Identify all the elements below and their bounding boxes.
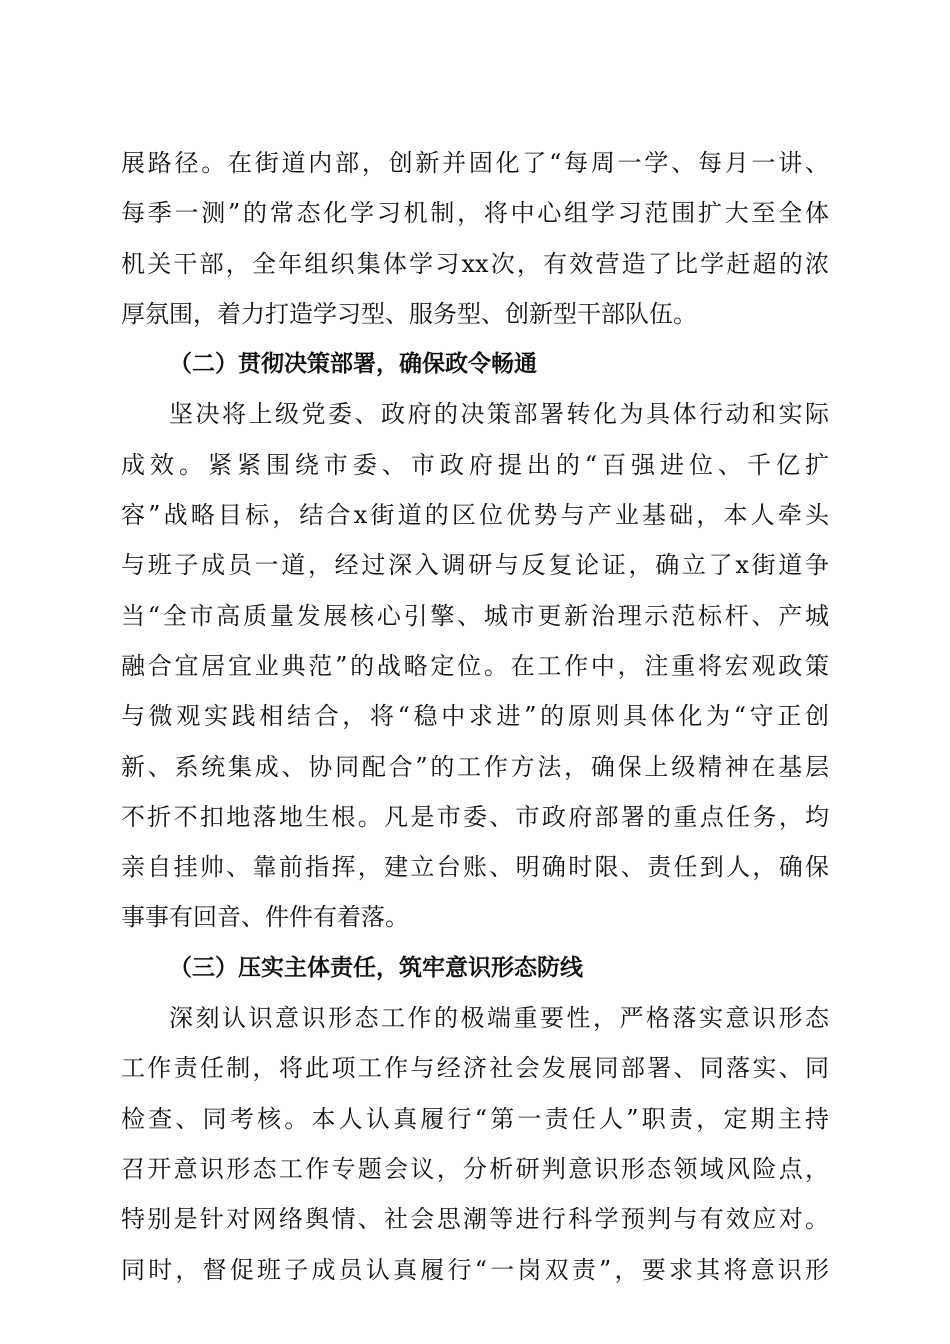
paragraph-line: 特别是针对网络舆情、社会思潮等进行科学预判与有效应对。 [121, 1205, 829, 1234]
paragraph-line: 深刻认识意识形态工作的极端重要性，严格落实意识形态 [169, 1004, 829, 1033]
paragraph-line: 同时，督促班子成员认真履行“一岗双责”，要求其将意识形 [121, 1255, 829, 1284]
paragraph-line: 机关干部，全年组织集体学习xx次，有效营造了比学赶超的浓 [121, 249, 829, 278]
paragraph-line: 容”战略目标，结合x街道的区位优势与产业基础，本人牵头 [121, 501, 829, 530]
paragraph-line: 工作责任制，将此项工作与经济社会发展同部署、同落实、同 [121, 1054, 829, 1083]
section-heading: （三）压实主体责任，筑牢意识形态防线 [169, 953, 583, 981]
section-heading: （二）贯彻决策部署，确保政令畅通 [169, 350, 537, 378]
paragraph-line: 厚氛围，着力打造学习型、服务型、创新型干部队伍。 [121, 299, 697, 328]
paragraph-line: 融合宜居宜业典范”的战略定位。在工作中，注重将宏观政策 [121, 651, 829, 680]
paragraph-line: 每季一测”的常态化学习机制，将中心组学习范围扩大至全体 [121, 199, 829, 228]
paragraph-line: 事事有回音、件件有着落。 [121, 903, 409, 932]
paragraph-line: 与微观实践相结合，将“稳中求进”的原则具体化为“守正创 [121, 702, 829, 731]
paragraph-line: 与班子成员一道，经过深入调研与反复论证，确立了x街道争 [121, 551, 829, 580]
paragraph-line: 新、系统集成、协同配合”的工作方法，确保上级精神在基层 [121, 752, 829, 781]
document-body [121, 138, 829, 1295]
paragraph-line: 不折不扣地落地生根。凡是市委、市政府部署的重点任务，均 [121, 802, 829, 831]
paragraph-line: 召开意识形态工作专题会议，分析研判意识形态领域风险点， [121, 1154, 829, 1183]
paragraph-line: 展路径。在街道内部，创新并固化了“每周一学、每月一讲、 [121, 149, 829, 177]
paragraph-line: 坚决将上级党委、政府的决策部署转化为具体行动和实际 [169, 400, 829, 429]
paragraph-line: 当“全市高质量发展核心引擎、城市更新治理示范标杆、产城 [121, 601, 829, 630]
paragraph-line: 检查、同考核。本人认真履行“第一责任人”职责，定期主持 [121, 1104, 829, 1133]
paragraph-line: 亲自挂帅、靠前指挥，建立台账、明确时限、责任到人，确保 [121, 853, 829, 882]
paragraph-line: 成效。紧紧围绕市委、市政府提出的“百强进位、千亿扩 [121, 450, 829, 479]
